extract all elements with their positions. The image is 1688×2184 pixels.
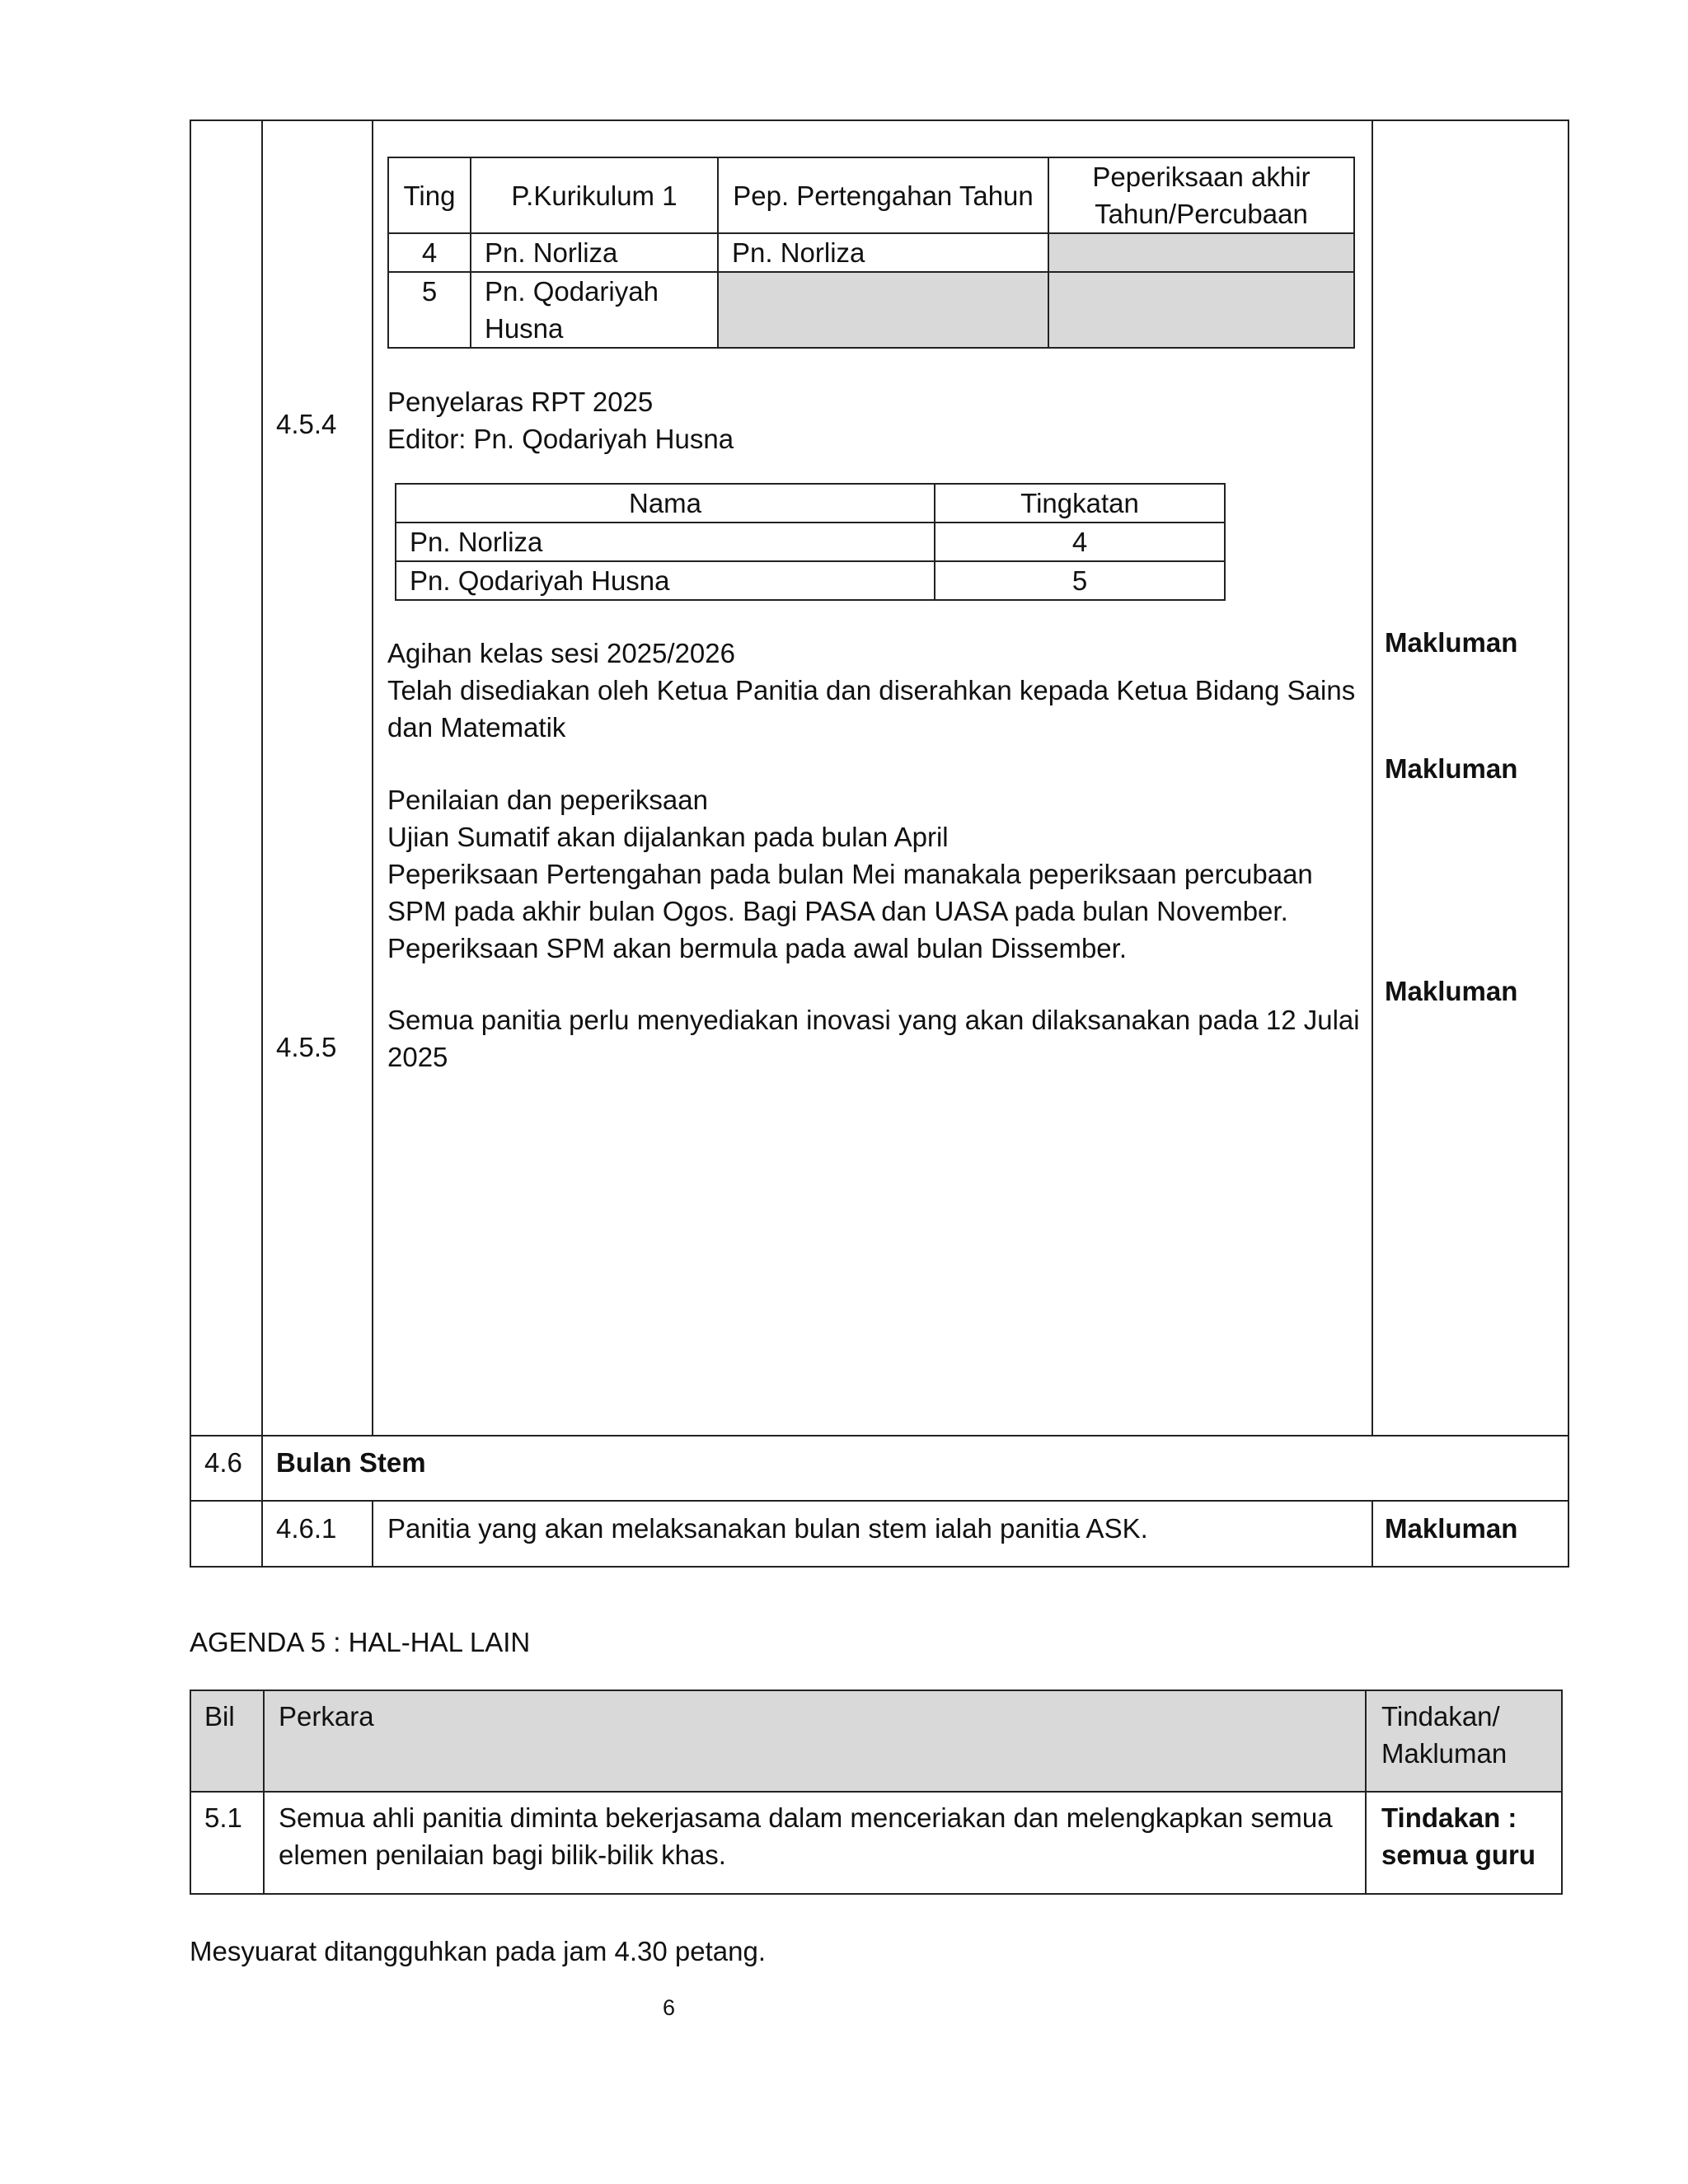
rpt-table: [395, 483, 1226, 601]
inovasi-line1: Semua panitia perlu menyediakan inovasi yang akan dilaksanakan pada 12 Julai: [387, 1005, 1360, 1035]
agenda5-header-tindakan-line2: Makluman: [1381, 1738, 1507, 1769]
item-number-4-5-4: 4.5.4: [276, 409, 337, 439]
rpt-row1-tingkatan: 4: [935, 523, 1225, 561]
exam-row5-ting: 5: [388, 272, 471, 348]
rpt-header-nama: Nama: [396, 484, 935, 523]
row-4-6-1-text: Panitia yang akan melaksanakan bulan stem ialah panitia ASK.: [387, 1513, 1148, 1544]
exam-row4-pep: Pn. Norliza: [718, 233, 1048, 272]
exam-row4-pk1: Pn. Norliza: [471, 233, 718, 272]
agenda5-row-text-line1: Semua ahli panitia diminta bekerjasama dalam menceriakan dan melengkapkan semua: [279, 1802, 1333, 1833]
agenda5-row-action-line2: semua guru: [1381, 1840, 1536, 1870]
exam-header-akhir: [1048, 157, 1354, 233]
exam-table: [387, 157, 1355, 349]
row-4-6-1-number: 4.6.1: [276, 1513, 337, 1544]
makluman-label-3: Makluman: [1385, 976, 1518, 1006]
penilaian-line2: Peperiksaan Pertengahan pada bulan Mei manakala peperiksaan percubaan: [387, 859, 1313, 889]
rpt-title: Penyelaras RPT 2025: [387, 387, 654, 417]
exam-header-akhir-line2: Tahun/Percubaan: [1095, 199, 1308, 229]
agihan-line1: Telah disediakan oleh Ketua Panitia dan diserahkan kepada Ketua Bidang Sains: [387, 675, 1356, 705]
agenda5-row-action-line1: Tindakan :: [1381, 1802, 1517, 1833]
rpt-row2-nama: Pn. Qodariyah Husna: [396, 561, 935, 600]
row-4-6-1-action: Makluman: [1385, 1513, 1518, 1544]
penilaian-line1: Ujian Sumatif akan dijalankan pada bulan April: [387, 822, 949, 852]
exam-header-pk1: P.Kurikulum 1: [471, 157, 718, 233]
item-number-4-5-5: 4.5.5: [276, 1032, 337, 1062]
rpt-row2-tingkatan: 5: [935, 561, 1225, 600]
closing-statement: Mesyuarat ditangguhkan pada jam 4.30 petang.: [190, 1936, 766, 1966]
agenda5-row-number: 5.1: [204, 1802, 242, 1833]
makluman-label-1: Makluman: [1385, 627, 1518, 658]
rpt-editor: Editor: Pn. Qodariyah Husna: [387, 424, 734, 454]
rpt-header-tingkatan: Tingkatan: [935, 484, 1225, 523]
exam-row4-akhir: [1048, 233, 1354, 272]
exam-row5-akhir: [1048, 272, 1354, 348]
penilaian-title: Penilaian dan peperiksaan: [387, 785, 708, 815]
row-4-6-number: 4.6: [204, 1447, 242, 1478]
agihan-title: Agihan kelas sesi 2025/2026: [387, 638, 735, 668]
inovasi-line2: 2025: [387, 1042, 448, 1072]
exam-row5-pep: [718, 272, 1048, 348]
exam-header-pep: Pep. Pertengahan Tahun: [718, 157, 1048, 233]
rpt-row1-nama: Pn. Norliza: [396, 523, 935, 561]
exam-row5-pk1-line1: Pn. Qodariyah: [485, 276, 659, 307]
agenda5-row-text-line2: elemen penilaian bagi bilik-bilik khas.: [279, 1840, 726, 1870]
agenda5-header-bil: Bil: [204, 1701, 235, 1732]
agenda5-header-tindakan-line1: Tindakan/: [1381, 1701, 1500, 1732]
page-number: 6: [663, 1995, 676, 2020]
penilaian-line3: SPM pada akhir bulan Ogos. Bagi PASA dan UASA pada bulan November.: [387, 896, 1288, 926]
penilaian-line4: Peperiksaan SPM akan bermula pada awal bulan Dissember.: [387, 933, 1127, 963]
exam-header-akhir-line1: Peperiksaan akhir: [1092, 162, 1311, 192]
exam-row5-pk1: [471, 272, 718, 348]
agenda5-heading: AGENDA 5 : HAL-HAL LAIN: [190, 1627, 531, 1657]
makluman-label-2: Makluman: [1385, 753, 1518, 784]
agenda5-header-perkara: Perkara: [279, 1701, 374, 1732]
row-4-6-title: Bulan Stem: [276, 1447, 426, 1478]
exam-header-ting: Ting: [388, 157, 471, 233]
exam-row5-pk1-line2: Husna: [485, 313, 564, 344]
exam-row4-ting: 4: [388, 233, 471, 272]
agihan-line2: dan Matematik: [387, 712, 566, 743]
